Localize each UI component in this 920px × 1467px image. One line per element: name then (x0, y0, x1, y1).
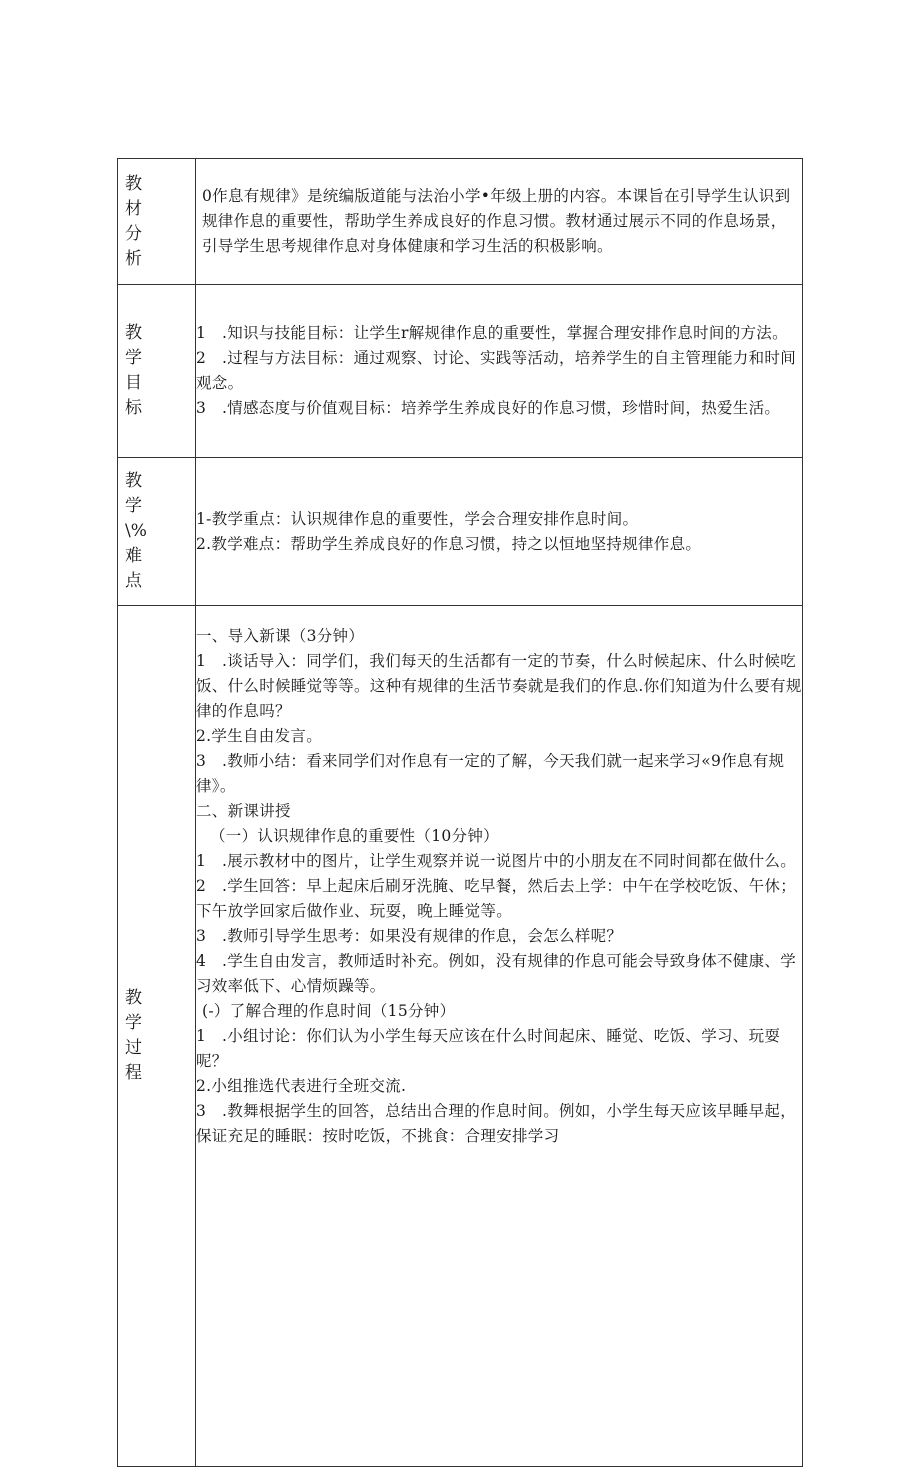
row-label-teaching-process: 教学过程 (125, 988, 142, 1083)
row-label-key-difficult-points: 教学\%难点 (125, 471, 147, 591)
process-item: 1 .小组讨论：你们认为小学生每天应该在什么时间起床、睡觉、吃饭、学习、玩耍呢？ (196, 1027, 781, 1070)
row-label-textbook-analysis: 教材分析 (125, 173, 142, 269)
difficult-point-item: 2.教学难点：帮助学生养成良好的作息习惯，持之以恒地坚持规律作息。 (196, 534, 702, 553)
row-textbook-analysis (118, 159, 803, 285)
process-item: 1 .展示教材中的图片，让学生观察并说一说图片中的小朋友在不同时间都在做什么。 (196, 852, 796, 870)
content-cell (196, 458, 803, 606)
section-heading: 二、新课讲授 (196, 802, 291, 820)
process-item: 2.学生自由发言。 (196, 727, 322, 745)
textbook-analysis-text: 0作息有规律》是统编版道能与法治小学•年级上册的内容。本课旨在引导学生认识到规律作息的重要性，帮助学生养成良好的作息习惯。教材通过展示不同的作息场景，引导学生思考规律作息对身体健康和学习生活的积极影响。 (202, 187, 791, 255)
row-teaching-process (118, 606, 803, 1467)
process-item: 2 .学生回答：早上起床后刷牙洗腌、吃早餐，然后去上学：中午在学校吃饭、午休；下午放学回家后做作业、玩耍，晚上睡觉等。 (196, 877, 796, 920)
process-item: 3 .教舞根据学生的回答，总结出合理的作息时间。例如，小学生每天应该早睡早起，保证充足的睡眠：按时吃饭，不挑食：合理安排学习 (196, 1102, 796, 1145)
key-point-item: 1-教学重点：认识规律作息的重要性，学会合理安排作息时间。 (196, 509, 639, 528)
content-cell (196, 285, 803, 458)
label-cell (118, 606, 196, 1467)
label-cell (118, 458, 196, 606)
goal-item: 3 .情感态度与价值观目标：培养学生养成良好的作息习惯，珍惜时间，热爱生活。 (196, 399, 781, 417)
row-teaching-goals (118, 285, 803, 458)
label-cell (118, 159, 196, 285)
process-item: 1 .谈话导入：同学们，我们每天的生活都有一定的节奏，什么时候起床、什么时候吃饭、什么时候睡觉等等。这种有规律的生活节奏就是我们的作息.你们知道为什么要有规律的作息吗？ (196, 652, 802, 720)
section-heading: 一、导入新课（3分钟） (196, 627, 365, 645)
process-item: 3 .教师小结：看来同学们对作息有一定的了解，今天我们就一起来学习«9作息有规律》。 (196, 752, 785, 795)
subsection-heading: （一）认识规律作息的重要性（10分钟） (210, 827, 499, 845)
subsection-heading: (-）了解合理的作息时间（15分钟） (202, 1002, 456, 1020)
row-label-teaching-goals: 教学目标 (125, 323, 142, 418)
label-cell (118, 285, 196, 458)
process-item: 4 .学生自由发言，教师适时补充。例如，没有规律的作息可能会导致身体不健康、学习效率低下、心情烦躁等。 (196, 952, 796, 995)
process-item: 3 .教师引导学生思考：如果没有规律的作息，会怎么样呢？ (196, 927, 623, 945)
content-cell (196, 606, 803, 1467)
goal-item: 1 .知识与技能目标：让学生r解规律作息的重要性，掌握合理安排作息时间的方法。 (196, 324, 788, 342)
goal-item: 2 .过程与方法目标：通过观察、讨论、实践等活动，培养学生的自主管理能力和时间观念。 (196, 349, 796, 392)
process-item: 2.小组推选代表进行全班交流. (196, 1077, 407, 1095)
content-cell (196, 159, 803, 285)
row-key-difficult-points (118, 458, 803, 606)
lesson-plan-table (117, 158, 803, 1467)
